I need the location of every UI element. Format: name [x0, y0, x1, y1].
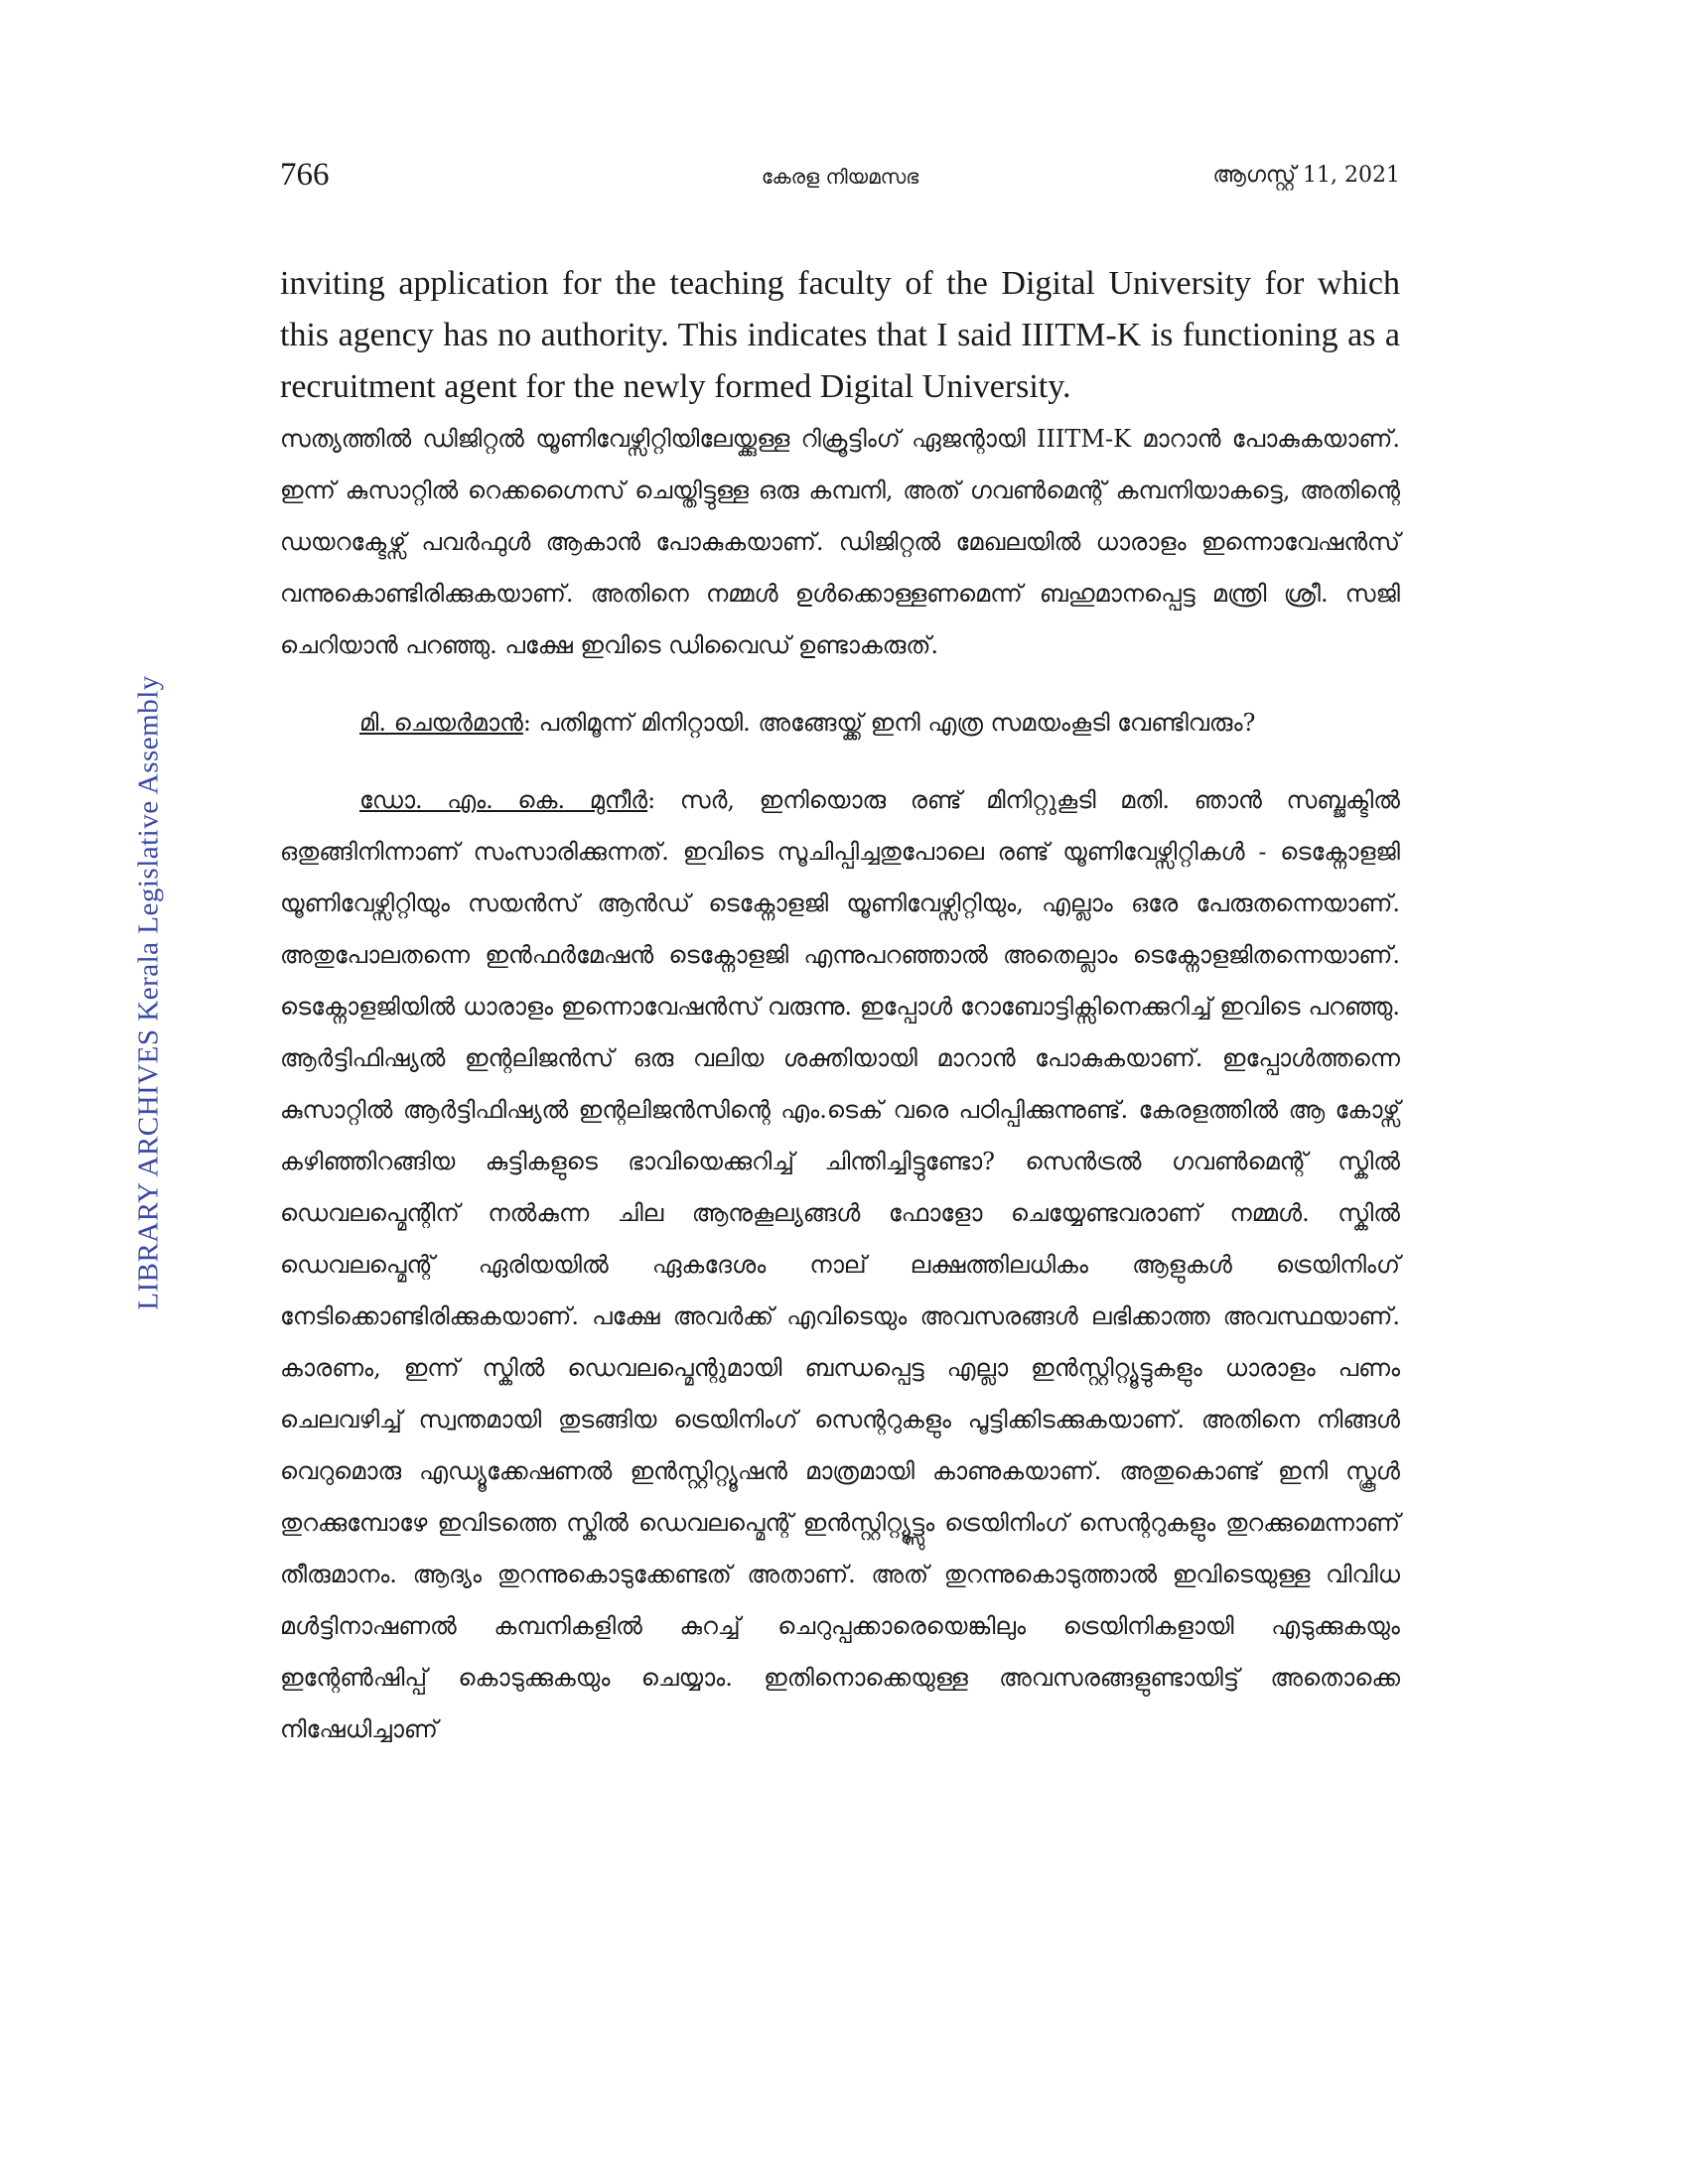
speaker-name: മി. ചെയർമാൻ	[359, 709, 523, 737]
paragraph-chairman	[280, 697, 1400, 749]
running-title: കേരള നിയമസഭ	[761, 165, 919, 189]
paragraph-english: inviting application for the teaching faculty of the Digital University for which this agency has no authority. This indicates that I said IIITM-K is functioning as a recruitment agent for the newly formed Digital University.	[280, 265, 1400, 405]
watermark-text: LIBRARY ARCHIVES Kerala Legislative Assembly	[132, 675, 165, 1310]
header-date: ആഗസ്റ്റ് 11, 2021	[1212, 163, 1400, 188]
document-body	[280, 258, 1400, 1755]
page-number: 766	[280, 157, 330, 193]
paragraph-malayalam-continued: സത്യത്തിൽ ഡിജിറ്റൽ യൂണിവേഴ്സിറ്റിയിലേയ്ക്കുള്ള റിക്രൂട്ടിംഗ് ഏജന്റായി IIITM-K മാറാൻ പോകുകയാണ്. ഇന്ന് കുസാറ്റിൽ റെക്കഗ്നൈസ് ചെയ്തിട്ടുള്ള ഒരു കമ്പനി, അത് ഗവൺമെന്റ് കമ്പനിയാകട്ടെ, അതിന്റെ ഡയറക്ടേഴ്സ് പവർഫുൾ ആകാൻ പോകുകയാണ്. ഡിജിറ്റൽ മേഖലയിൽ ധാരാളം ഇന്നൊവേഷൻസ് വന്നുകൊണ്ടിരിക്കുകയാണ്. അതിനെ നമ്മൾ ഉൾക്കൊള്ളണമെന്ന് ബഹുമാനപ്പെട്ട മന്ത്രി ശ്രീ. സജി ചെറിയാൻ പറഞ്ഞു. പക്ഷേ ഇവിടെ ഡിവൈഡ് ഉണ്ടാകരുത്.	[280, 425, 1400, 659]
speech-text: : സർ, ഇനിയൊരു രണ്ട് മിനിറ്റുകൂടി മതി. ഞാൻ സബ്ജക്ടിൽ ഒതുങ്ങിനിന്നാണ് സംസാരിക്കുന്നത്. ഇവിടെ സൂചിപ്പിച്ചതുപോലെ രണ്ട് യൂണിവേഴ്സിറ്റികൾ - ടെക്നോളജി യൂണിവേഴ്സിറ്റിയും സയൻസ് ആൻഡ് ടെക്നോളജി യൂണിവേഴ്സിറ്റിയും, എല്ലാം ഒരേ പേരുതന്നെയാണ്. അതുപോലതന്നെ ഇൻഫർമേഷൻ ടെക്നോളജി എന്നുപറഞ്ഞാൽ അതെല്ലാം ടെക്നോളജിതന്നെയാണ്. ടെക്നോളജിയിൽ ധാരാളം ഇന്നൊവേഷൻസ് വരുന്നു. ഇപ്പോൾ റോബോട്ടിക്സിനെക്കുറിച്ച് ഇവിടെ പറഞ്ഞു. ആർട്ടിഫിഷ്യൽ ഇന്റലിജൻസ് ഒരു വലിയ ശക്തിയായി മാറാൻ പോകുകയാണ്. ഇപ്പോൾത്തന്നെ കുസാറ്റിൽ ആർട്ടിഫിഷ്യൽ ഇന്റലിജൻസിന്റെ എം.ടെക് വരെ പഠിപ്പിക്കുന്നുണ്ട്. കേരളത്തിൽ ആ കോഴ്സ് കഴിഞ്ഞിറങ്ങിയ കുട്ടികളുടെ ഭാവിയെക്കുറിച്ച് ചിന്തിച്ചിട്ടുണ്ടോ? സെൻട്രൽ ഗവൺമെന്റ് സ്കിൽ ഡെവലപ്മെന്റിന് നൽകുന്ന ചില ആനുകൂല്യങ്ങൾ ഫോളോ ചെയ്യേണ്ടവരാണ് നമ്മൾ. സ്കിൽ ഡെവലപ്മെന്റ് ഏരിയയിൽ ഏകദേശം നാല് ലക്ഷത്തിലധികം ആളുകൾ ട്രെയിനിംഗ് നേടിക്കൊണ്ടിരിക്കുകയാണ്. പക്ഷേ അവർക്ക് എവിടെയും അവസരങ്ങൾ ലഭിക്കാത്ത അവസ്ഥയാണ്. കാരണം, ഇന്ന് സ്കിൽ ഡെവലപ്മെന്റുമായി ബന്ധപ്പെട്ട എല്ലാ ഇൻസ്റ്റിറ്റ്യൂട്ടുകളും ധാരാളം പണം ചെലവഴിച്ച് സ്വന്തമായി തുടങ്ങിയ ട്രെയിനിംഗ് സെന്ററുകളും പൂട്ടിക്കിടക്കുകയാണ്. അതിനെ നിങ്ങൾ വെറുമൊരു എഡ്യൂക്കേഷണൽ ഇൻസ്റ്റിറ്റ്യൂഷൻ മാത്രമായി കാണുകയാണ്. അതുകൊണ്ട് ഇനി സ്കൂൾ തുറക്കുമ്പോഴേ ഇവിടത്തെ സ്കിൽ ഡെവലപ്മെന്റ് ഇൻസ്റ്റിറ്റ്യൂട്ട്സും ട്രെയിനിംഗ് സെന്ററുകളും തുറക്കുമെന്നാണ് തീരുമാനം. ആദ്യം തുറന്നുകൊടുക്കേണ്ടത് അതാണ്. അത് തുറന്നുകൊടുത്താൽ ഇവിടെയുള്ള വിവിധ മൾട്ടിനാഷണൽ കമ്പനികളിൽ കുറച്ച് ചെറുപ്പക്കാരെയെങ്കിലും ട്രെയിനികളായി എടുക്കുകയും ഇന്റേൺഷിപ്പ് കൊടുക്കുകയും ചെയ്യാം. ഇതിനൊക്കെയുള്ള അവസരങ്ങളുണ്ടായിട്ട് അതൊക്കെ നിഷേധിച്ചാണ്	[280, 786, 1401, 1743]
page-header	[280, 157, 1400, 206]
speech-text: : പതിമൂന്ന് മിനിറ്റായി. അങ്ങേയ്ക്ക് ഇനി എത്ര സമയംകൂടി വേണ്ടിവരും?	[522, 709, 1256, 737]
paragraph-muneer	[280, 774, 1400, 1755]
speaker-name: ഡോ. എം. കെ. മുനീർ	[359, 786, 648, 814]
